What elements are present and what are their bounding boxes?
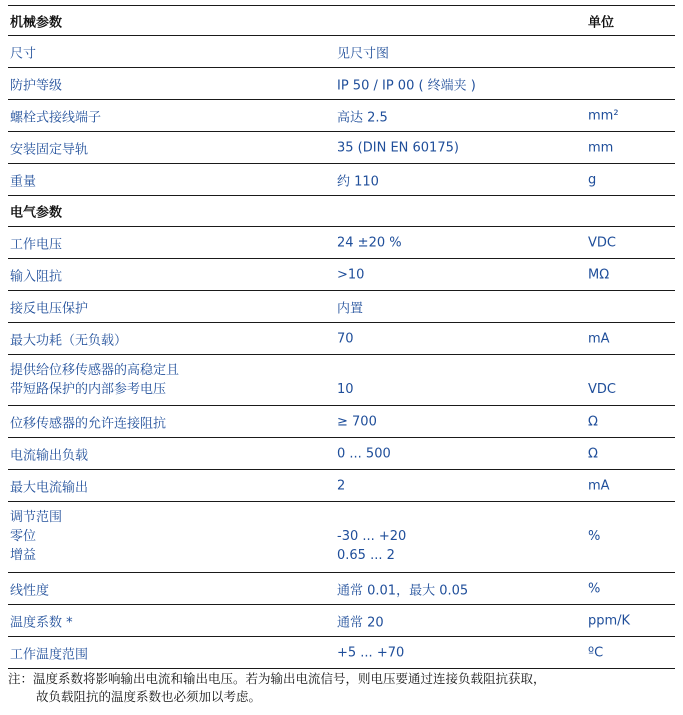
param-value: 35 (DIN EN 60175) — [337, 140, 459, 155]
header-unit: 单位 — [588, 15, 615, 30]
param-unit: Ω — [588, 414, 598, 429]
param-label-line: 调节范围 — [10, 510, 63, 525]
footnote-line: 注：温度系数将影响输出电流和输出电压。若为输出电流信号，则电压要通过连接负载阻抗获取， — [8, 671, 546, 686]
param-value-text: 10 — [337, 382, 354, 397]
param-unit — [588, 508, 600, 546]
param-unit: ppm/K — [588, 613, 631, 628]
footnote-line: 故负载阻抗的温度系数也必须加以考虑。 — [36, 689, 262, 704]
param-value: >10 — [337, 267, 365, 282]
param-label: 线性度 — [10, 583, 50, 598]
param-unit: VDC — [588, 235, 616, 250]
param-value — [337, 508, 406, 565]
param-unit — [588, 361, 616, 399]
param-label: 位移传感器的允许连接阻抗 — [10, 416, 167, 431]
param-label — [10, 508, 62, 565]
param-label: 工作电压 — [10, 237, 63, 252]
param-label-line: 增益 — [10, 548, 37, 563]
param-value: 高达 2.5 — [337, 110, 388, 125]
param-label: 重量 — [10, 174, 37, 189]
footnote — [8, 670, 675, 706]
table-row — [8, 502, 675, 573]
param-label: 输入阻抗 — [10, 269, 63, 284]
table-row — [8, 323, 675, 355]
param-label: 螺栓式接线端子 — [10, 110, 102, 125]
param-label-line: 零位 — [10, 529, 37, 544]
table-row — [8, 227, 675, 259]
param-label — [10, 361, 179, 399]
param-unit: mm — [588, 140, 614, 155]
param-unit: MΩ — [588, 267, 610, 282]
param-label-line: 带短路保护的内部参考电压 — [10, 382, 167, 397]
table-row — [8, 438, 675, 470]
table-row — [8, 355, 675, 406]
param-value: 2 — [337, 478, 346, 493]
table-row — [8, 605, 675, 637]
header-row — [8, 6, 675, 36]
table-row — [8, 470, 675, 502]
param-label: 防护等级 — [10, 78, 63, 93]
param-value: +5 ... +70 — [337, 645, 405, 660]
table-row — [8, 100, 675, 132]
param-value: 通常 0.01，最大 0.05 — [337, 583, 469, 598]
param-label: 接反电压保护 — [10, 301, 89, 316]
table-row — [8, 132, 675, 164]
table-row — [8, 36, 675, 68]
table-row — [8, 259, 675, 291]
param-label: 温度系数 * — [10, 615, 73, 630]
section-title: 电气参数 — [10, 205, 63, 221]
param-label: 安装固定导轨 — [10, 142, 89, 157]
table-row — [8, 637, 675, 669]
param-value: 见尺寸图 — [337, 46, 390, 61]
param-value: IP 50 / IP 00 ( 终端夹 ) — [337, 78, 476, 93]
param-value: 约 110 — [337, 174, 379, 189]
spec-table — [8, 5, 675, 669]
param-value: 内置 — [337, 301, 364, 316]
param-unit-text: % — [588, 529, 601, 544]
section-row — [8, 196, 675, 227]
param-label: 最大电流输出 — [10, 480, 89, 495]
param-value — [337, 361, 354, 399]
param-unit: Ω — [588, 446, 598, 461]
param-value: 24 ±20 % — [337, 235, 402, 250]
table-row — [8, 291, 675, 323]
param-label-line: 提供给位移传感器的高稳定且 — [10, 363, 180, 378]
param-unit: g — [588, 172, 597, 187]
param-value: 通常 20 — [337, 615, 384, 630]
table-row — [8, 164, 675, 196]
table-row — [8, 406, 675, 438]
table-row — [8, 68, 675, 100]
param-unit: % — [588, 581, 601, 596]
param-value: 0 ... 500 — [337, 446, 391, 461]
param-unit: mA — [588, 478, 610, 493]
param-unit: mA — [588, 331, 610, 346]
param-label: 最大功耗（无负载） — [10, 333, 128, 348]
param-label: 电流输出负载 — [10, 448, 89, 463]
param-label: 工作温度范围 — [10, 647, 89, 662]
param-value: ≥ 700 — [337, 414, 377, 429]
param-unit: ºC — [588, 645, 604, 660]
param-value: 70 — [337, 331, 354, 346]
param-unit-text: VDC — [588, 382, 616, 397]
param-value-text: -30 ... +20 — [337, 529, 407, 544]
table-row — [8, 573, 675, 605]
header-param: 机械参数 — [10, 15, 63, 30]
param-label: 尺寸 — [10, 46, 37, 61]
param-value-text: 0.65 ... 2 — [337, 548, 395, 563]
param-unit: mm² — [588, 108, 619, 123]
